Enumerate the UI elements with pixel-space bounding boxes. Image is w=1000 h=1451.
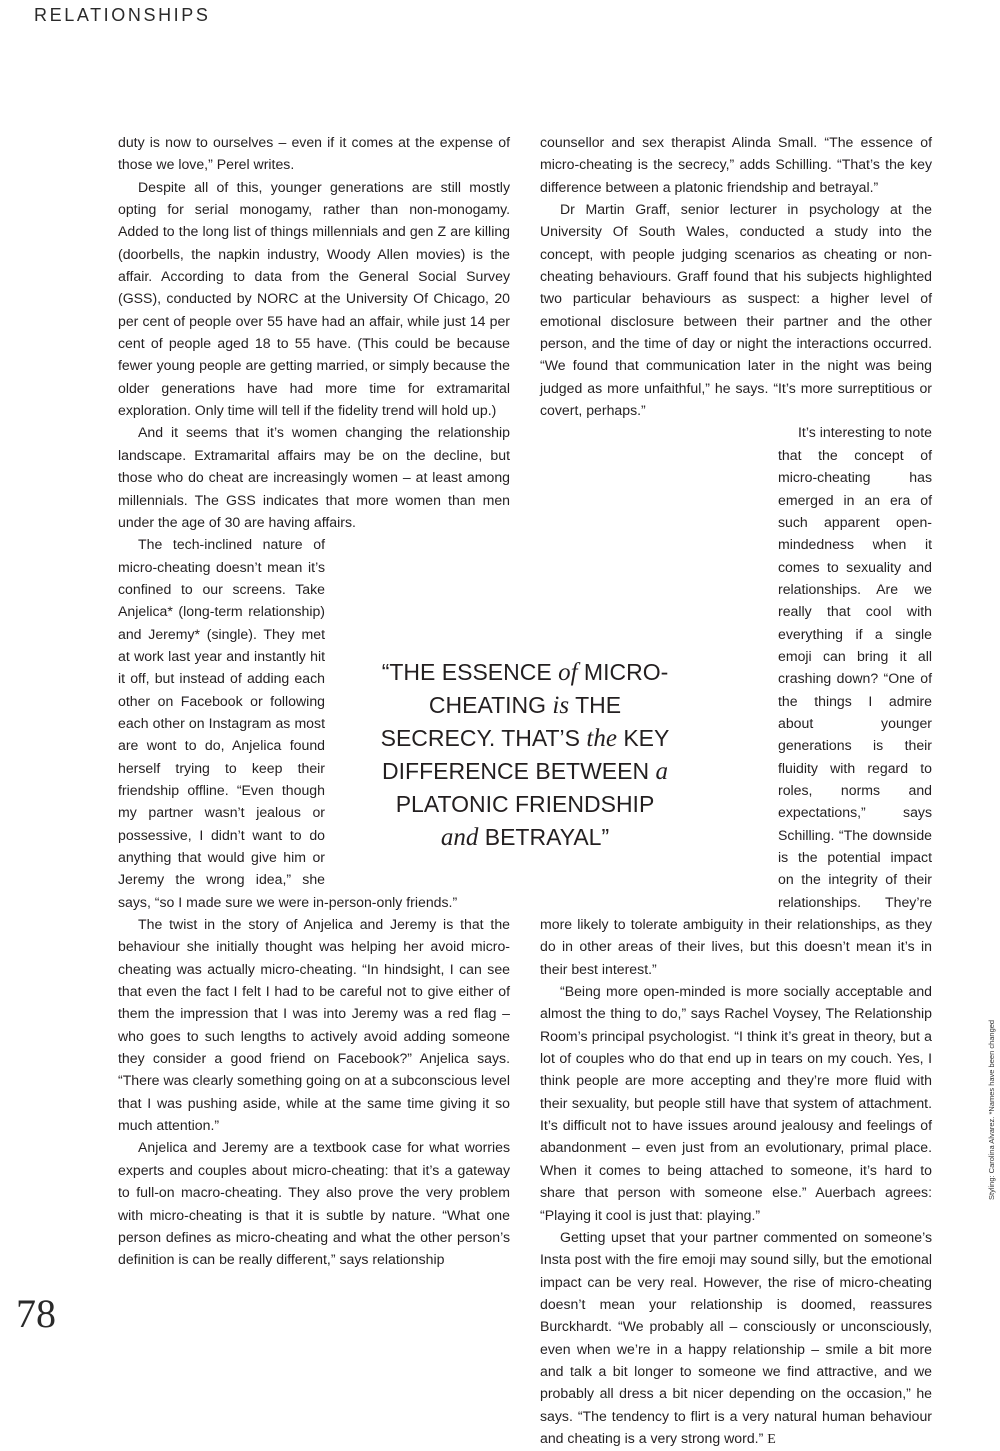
page-number: 78 xyxy=(16,1291,56,1336)
paragraph: “Being more open-minded is more socially acceptable and almost the thing to do,” says Rachel Voysey, The Relationship Room’s principal psychologist. “I think it’s great in theory, but a lot of couples who do that end up in tears on my couch. Yes, I think people are more accepting and they’re more fluid with their sexuality, but people still have that system of attachment. It’s difficult not to have issues around jealousy and feelings of abandonment – even just from an evolutionary, primal place. When it comes to being attached to someone, it’s hard to share that person with someone else.” Auerbach agrees: “Playing it cool is just that: playing.” xyxy=(540,983,932,1223)
paragraph: Anjelica and Jeremy are a textbook case for what worries experts and couples about micro-cheating: that it’s a gateway to full-on macro-cheating. They also prove the very problem with micro-cheating is that it is subtle by nature. “What one person defines as micro-cheating and what the other person’s definition is can be really different,” says relationship xyxy=(118,1139,510,1268)
paragraph: The tech-inclined nature of micro-cheating doesn’t mean it’s confined to our screens. Take Anjelica* (long-term relationship) and Jeremy* (single). They met at work last year and instantly hit it off, but instead of adding each other on Facebook or following each other on Instagram as most are wont to do, Anjelica found herself trying to keep their friendship offline. “Even though my partner wasn’t jealous or possessive, I didn’t want to do anything that would give him or Jeremy the wrong idea,” she says, “so I made sure we were in-person-only friends.” xyxy=(118,533,510,913)
paragraph: The twist in the story of Anjelica and Jeremy is that the behaviour she initially thought was helping her avoid micro-cheating was actually micro-cheating. “In hindsight, I can see that even the fact I felt I had to be careful not to give either of them the impression that I was into Jeremy was a red flag – who goes to such lengths to actively avoid adding someone they consider a good friend on Facebook?” Anjelica says. “There was clearly something going on at a subconscious level that I was pushing aside, while at the same time giving it so much attention.” xyxy=(118,916,510,1134)
paragraph: Dr Martin Graff, senior lecturer in psychology at the University Of South Wales, conducted a study into the concept, with people judging scenarios as cheating or non-cheating behaviours. Graff found that his subjects highlighted two particular behaviours as suspect: a higher level of emotional disclosure between their partner and the other person, and the time of day or night the interactions occurred. “We found that communication later in the night was being judged as more unfaithful,” he says. “It’s more surreptitious or covert, perhaps.” xyxy=(540,201,932,419)
photo-credit: Styling: Carolina Alvarez. *Names have been changed xyxy=(987,1019,996,1200)
paragraph: counsellor and sex therapist Alinda Small. “The essence of micro-cheating is the secrecy,” adds Schilling. “That’s the key difference between a platonic friendship and betrayal.” xyxy=(540,134,932,195)
paragraph: It’s interesting to note that the concept of micro-cheating has emerged in an era of such apparent open-mindedness when it comes to sexuality and relationships. Are we really that cool with everything if a single emoji can bring it all crashing down? “One of the things I admire about younger generations is their fluidity with regard to roles, norms and expectations,” says Schilling. “The downside is the potential impact on the integrity of their relationships. They’re more likely to tolerate ambiguity in their relationships, as they do in other areas of their lives, but this doesn’t mean it’s in their best interest.” xyxy=(540,424,932,977)
pull-quote: “THE ESSENCE of MICRO-CHEATING is THE SECRECY. THAT’S the KEY DIFFERENCE BETWEEN a PLATONIC FRIENDSHIP and BETRAYAL” xyxy=(380,659,670,851)
section-title: RELATIONSHIPS xyxy=(34,5,211,25)
paragraph: And it seems that it’s women changing the relationship landscape. Extramarital affairs may be on the decline, but those who do cheat are increasingly women – at least among millennials. The GSS indicates that more women than men under the age of 30 are having affairs. xyxy=(118,424,510,530)
paragraph: Despite all of this, younger generations are still mostly opting for serial monogamy, rather than non-monogamy. Added to the long list of things millennials and gen Z are killing (doorbells, the napkin industry, Woody Allen movies) is the affair. According to data from the General Social Survey (GSS), conducted by NORC at the University Of Chicago, 20 per cent of people over 55 have had an affair, while just 14 per cent of people aged 18 to 55 have. (This could be because fewer young people are getting married, or simply because the older generations have had more time for extramarital exploration. Only time will tell if the fidelity trend will hold up.) xyxy=(118,178,510,419)
paragraph: Getting upset that your partner commented on someone’s Insta post with the fire emoji may sound silly, but the emotional impact can be very real. However, the rise of micro-cheating doesn’t mean your relationship is doomed, reassures Burckhardt. “We probably all – consciously or unconsciously, even when we’re in a happy relationship – smile a bit more and talk a bit longer to someone we find attractive, and we probably all dress a bit nicer depending on the occasion,” he says. “The tendency to flirt is a very natural human behaviour and cheating is a very strong word.” E xyxy=(540,1228,932,1447)
end-mark-icon: E xyxy=(767,1431,776,1447)
paragraph: duty is now to ourselves – even if it comes at the expense of those we love,” Perel writes. xyxy=(118,134,510,173)
